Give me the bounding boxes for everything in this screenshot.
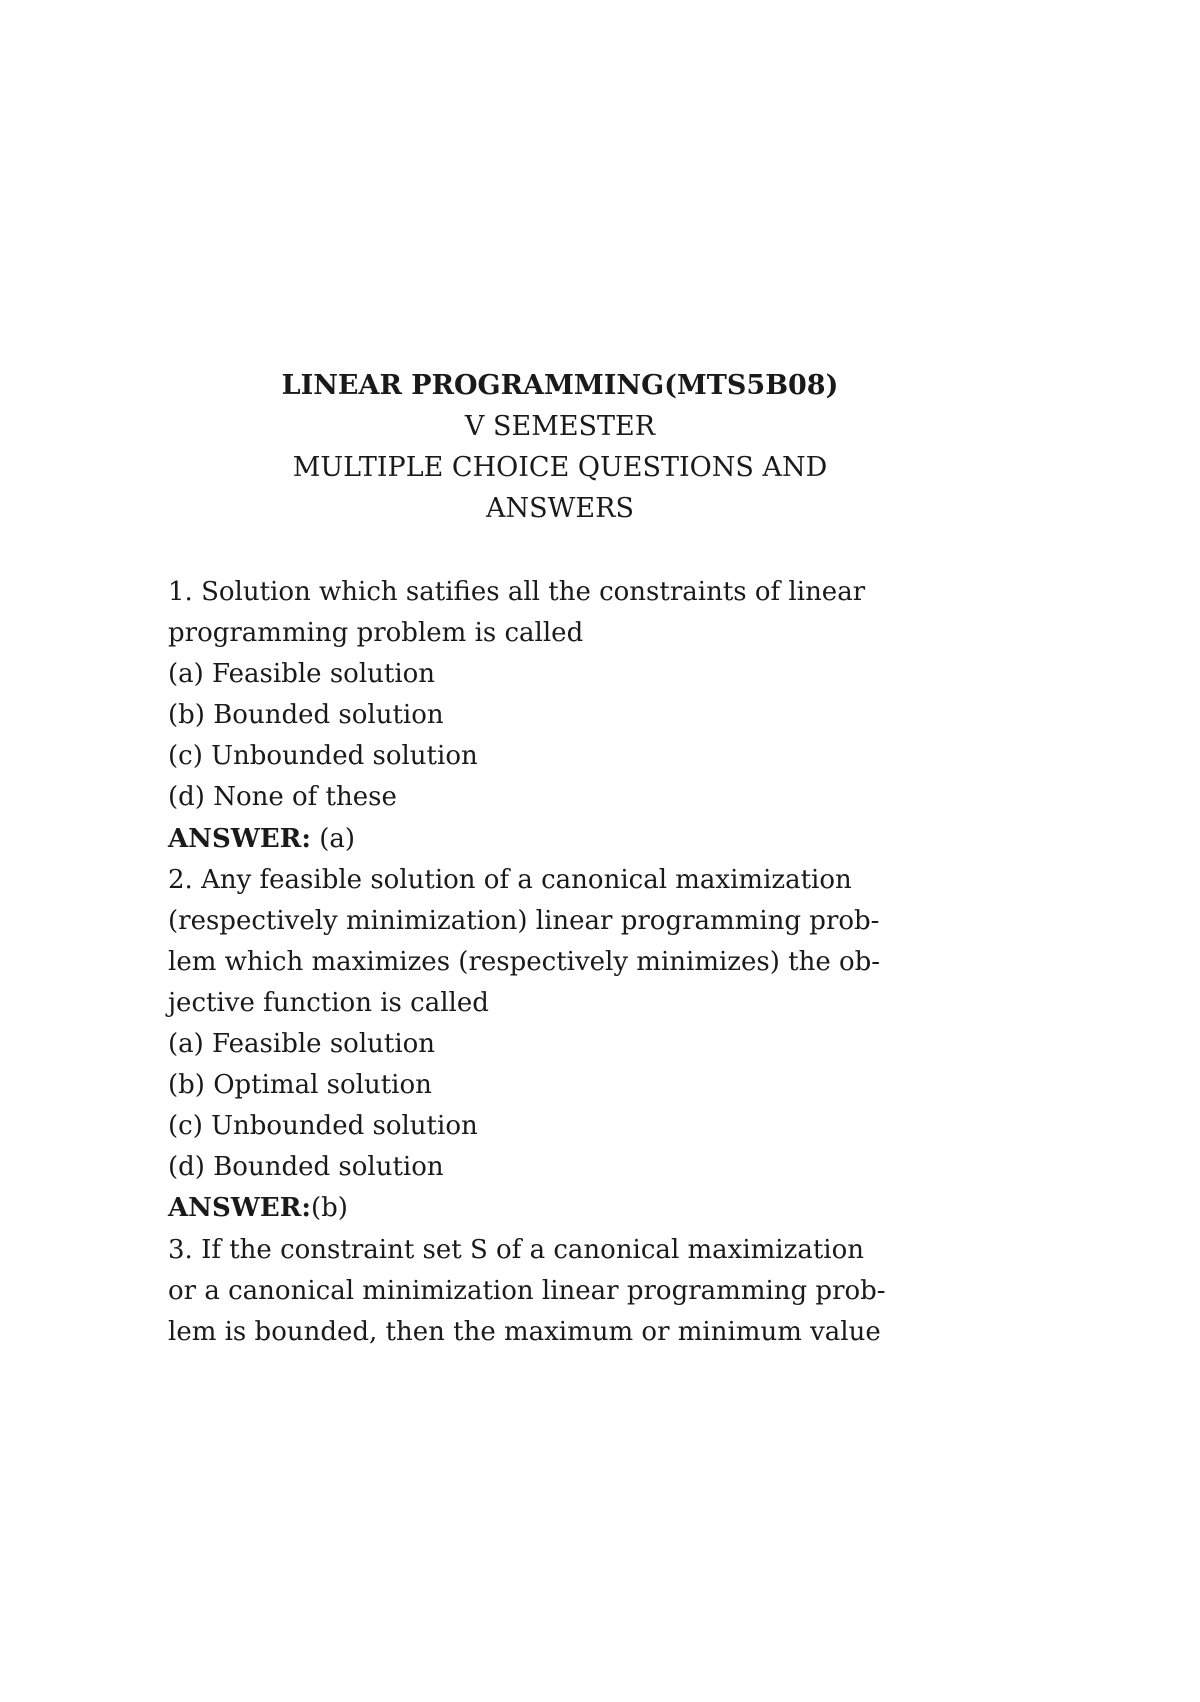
question-1 [168,572,958,860]
option-b: (b) Optimal solution [168,1070,432,1101]
question-text-line: 1. Solution which satifies all the constraints of linear [168,577,866,607]
question-text-line: lem which maximizes (respectively minimizes) the ob- [168,946,881,977]
question-text-line: programming problem is called [168,618,584,649]
question-text-line: 3. If the constraint set S of a canonical maximization [168,1234,864,1265]
questions-body [168,572,958,1353]
subtitle-line-2: ANSWERS [486,493,634,524]
option-d: (d) Bounded solution [168,1152,444,1183]
document-header [0,365,1120,529]
option-c: (c) Unbounded solution [168,1111,478,1142]
question-text-line: jective function is called [168,987,489,1018]
answer-line [168,1188,958,1229]
answer-line [168,819,958,860]
answer-value: (a) [310,823,355,854]
option-c: (c) Unbounded solution [168,741,478,772]
question-text-line: (respectively minimization) linear programming prob- [168,905,880,936]
question-3 [168,1230,958,1353]
option-a: (a) Feasible solution [168,1029,436,1060]
page-title: LINEAR PROGRAMMING(MTS5B08) [281,370,839,401]
option-a: (a) Feasible solution [168,659,436,690]
option-d: (d) None of these [168,782,397,813]
question-2 [168,860,958,1230]
semester-label: V SEMESTER [464,411,656,442]
answer-value: (b) [310,1193,348,1224]
answer-label: ANSWER: [168,823,311,854]
option-b: (b) Bounded solution [168,700,444,731]
subtitle-line-1: MULTIPLE CHOICE QUESTIONS AND [292,452,828,483]
question-text-line: 2. Any feasible solution of a canonical maximization [168,864,852,895]
question-text-line: or a canonical minimization linear programming prob- [168,1275,886,1306]
question-text-line: lem is bounded, then the maximum or minimum value [168,1316,881,1347]
answer-label: ANSWER: [168,1193,311,1224]
